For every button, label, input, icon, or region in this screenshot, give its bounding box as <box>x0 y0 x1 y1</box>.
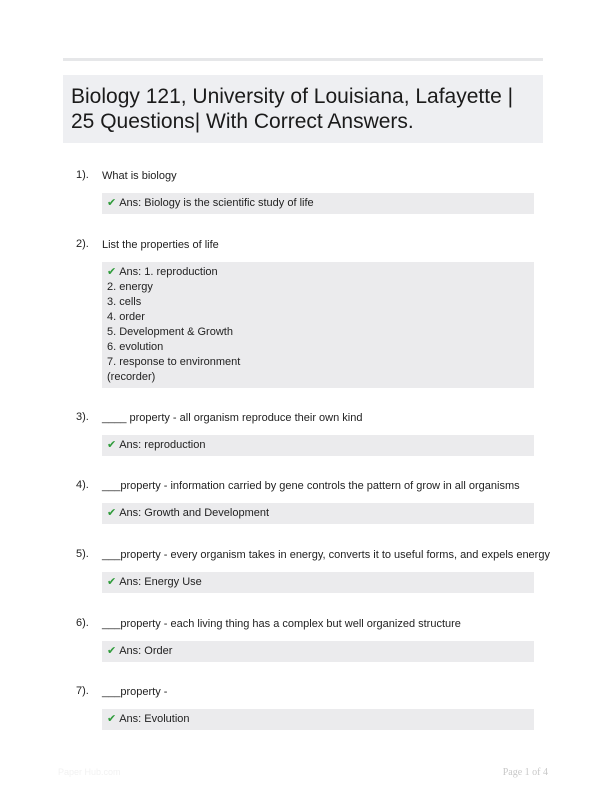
answer-line <box>107 370 528 385</box>
check-icon: ✔ <box>107 645 117 657</box>
title-banner <box>63 75 543 143</box>
question-text: ____ property - all organism reproduce their own kind <box>102 412 363 424</box>
question-number: 6). <box>76 617 89 629</box>
page-number: Page 1 of 4 <box>502 767 548 778</box>
answer-box <box>102 641 534 662</box>
answer-text: 3. cells <box>107 296 142 308</box>
document-title: Biology 121, University of Louisiana, Lafayette | 25 Questions| With Correct Answers. <box>71 85 514 133</box>
question-number: 4). <box>76 479 89 491</box>
answer-text: Ans: Evolution <box>119 713 190 725</box>
answer-box <box>102 572 534 593</box>
answer-box <box>102 435 534 456</box>
question-number: 2). <box>76 238 89 250</box>
answer-text: 6. evolution <box>107 341 164 353</box>
check-icon: ✔ <box>107 197 117 209</box>
question-number: 3). <box>76 411 89 423</box>
question-text: List the properties of life <box>102 239 219 251</box>
answer-line <box>107 265 528 280</box>
footer-watermark: Paper Hub.com <box>58 767 121 777</box>
check-icon: ✔ <box>107 439 117 451</box>
answer-line <box>107 355 528 370</box>
answer-line <box>107 644 528 659</box>
answer-text: 5. Development & Growth <box>107 326 233 338</box>
answer-text: Ans: Growth and Development <box>119 507 270 519</box>
question-text: ___property - information carried by gene controls the pattern of grow in all organisms <box>102 480 520 492</box>
answer-line <box>107 325 528 340</box>
check-icon: ✔ <box>107 713 117 725</box>
question-text: ___property - every organism takes in energy, converts it to useful forms, and expels energy <box>102 549 550 561</box>
answer-text: 7. response to environment <box>107 356 241 368</box>
question-text: What is biology <box>102 170 177 182</box>
answer-text: Ans: Energy Use <box>119 576 202 588</box>
answer-text: Ans: reproduction <box>119 439 206 451</box>
answer-text: Ans: Biology is the scientific study of life <box>119 197 314 209</box>
question-text: ___property - each living thing has a complex but well organized structure <box>102 618 461 630</box>
answer-text: 4. order <box>107 311 145 323</box>
answer-text: (recorder) <box>107 371 156 383</box>
answer-box <box>102 193 534 214</box>
answer-line <box>107 712 528 727</box>
answer-line <box>107 506 528 521</box>
answer-text: Ans: 1. reproduction <box>119 266 218 278</box>
answer-line <box>107 438 528 453</box>
answer-box <box>102 709 534 730</box>
check-icon: ✔ <box>107 576 117 588</box>
answer-line <box>107 196 528 211</box>
answer-text: Ans: Order <box>119 645 173 657</box>
question-number: 7). <box>76 685 89 697</box>
answer-line <box>107 575 528 590</box>
question-number: 1). <box>76 169 89 181</box>
question-number: 5). <box>76 548 89 560</box>
answer-line <box>107 310 528 325</box>
answer-line <box>107 280 528 295</box>
answer-line <box>107 340 528 355</box>
answer-box <box>102 503 534 524</box>
answer-line <box>107 295 528 310</box>
check-icon: ✔ <box>107 266 117 278</box>
answer-text: 2. energy <box>107 281 153 293</box>
check-icon: ✔ <box>107 507 117 519</box>
answer-box <box>102 262 534 388</box>
question-text: ___property - <box>102 686 168 698</box>
top-divider <box>63 58 543 61</box>
